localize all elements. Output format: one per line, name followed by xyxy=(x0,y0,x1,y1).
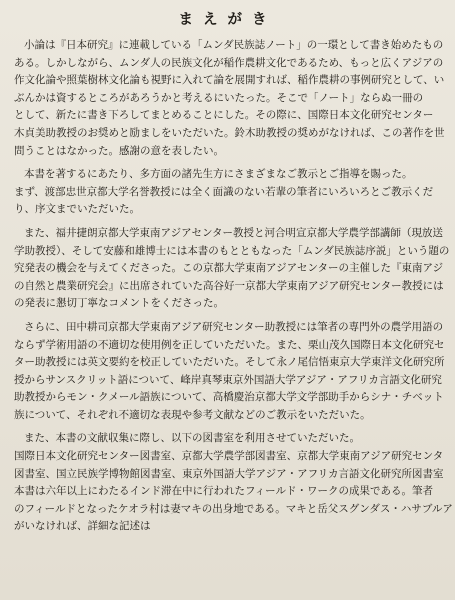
text-line: の発表に懇切丁寧なコメントをくださった。 xyxy=(14,297,224,310)
text-line: 学助教授）、そして安藤和雄博士には本書のもとともなった「ムンダ民族誌序説」という題の xyxy=(14,244,450,257)
text-line: 木貞美助教授のお奨めと励ましをいただいた。鈴木助教授の奨めがなければ、この著作を世 xyxy=(14,126,445,139)
paragraph xyxy=(14,430,455,536)
body-text xyxy=(14,37,455,542)
text-line: の自然と農業研究会』に出席されていた高谷好一京都大学東南アジア研究センター教授には xyxy=(14,279,444,292)
text-line: 本書を著するにあたり、多方面の諸先生方にさまざまなご教示とご指導を賜った。 xyxy=(24,168,413,181)
text-line: 作文化論や照葉樹林文化論も視野に入れて論を展開すれば、稲作農耕の事例研究として、い xyxy=(14,74,445,87)
text-line: さらに、田中耕司京都大学東南アジア研究センター助教授には筆者の専門外の農学用語の xyxy=(24,320,444,333)
text-line: 本書は六年以上にわたるインド滞在中に行われたフィールド・ワークの成果である。筆者 xyxy=(14,485,433,498)
text-line: また、本書の文献収集に際し、以下の図書室を利用させていただいた。 xyxy=(24,432,360,445)
text-line: として、新たに書き下ろしてまとめることにした。その際に、国際日本文化研究センター xyxy=(14,109,434,122)
text-line: り、序文までいただいた。 xyxy=(14,203,140,216)
text-line: がいなければ、詳細な記述は xyxy=(14,520,151,533)
text-line: 問うことはなかった。感謝の意を表したい。 xyxy=(14,144,224,157)
paragraph xyxy=(14,37,455,160)
text-line: また、福井捷朗京都大学東南アジアセンター教授と河合明宣京都大学農学部講師（現放送 xyxy=(24,226,444,239)
text-line: ならず学術用語の不適切な使用例を正していただいた。また、栗山茂久国際日本文化研究セ xyxy=(14,338,445,351)
text-line: 助教授からモン・クメール語族について、高橋慶治京都大学文学部助手からシナ・チベット xyxy=(14,391,444,404)
text-line: 国際日本文化研究センター図書室、京都大学農学部図書室、京都大学東南アジア研究センタ xyxy=(14,450,444,463)
text-line: 究発表の機会を与えてくださった。この京都大学東南アジアセンターの主催した『東南アジ xyxy=(14,262,444,275)
text-line: 小論は『日本研究』に連載している「ムンダ民族誌ノート」の一環として書き始めたもの xyxy=(24,39,444,51)
page-title: まえがき xyxy=(178,11,277,28)
paragraph xyxy=(14,225,455,313)
paragraph xyxy=(14,319,455,425)
text-line: 族について、それぞれ不適切な表現や参考文献などのご教示をいただいた。 xyxy=(14,408,371,421)
text-line: まず、渡部忠世京都大学名誉教授には全く面識のない若輩の筆者にいろいろとご教示くだ xyxy=(14,185,434,198)
text-line: ター助教授には英文要約を校正していただいた。そして永ノ尾信悟東京大学東洋文化研究所 xyxy=(14,356,445,369)
text-line: 図書室、国立民族学博物館図書室、東京外国語大学アジア・アフリカ言語文化研究所図書室 xyxy=(14,467,444,480)
text-line: ある。しかしながら、ムンダ人の民族文化が稲作農耕文化であるため、もっと広くアジアの xyxy=(14,56,444,69)
text-line: ぶんかは資するところがあろうかと考えるにいたった。そこで「ノート」ならぬ一冊の xyxy=(14,91,424,104)
text-line: 授からサンスクリット語について、峰岸真琴東京外国語大学アジア・アフリカ言語文化研究 xyxy=(14,373,442,386)
text-line: のフィールドとなったケオラ村は妻マキの出身地である。マキと岳父スグンダス・ハサブルア xyxy=(14,502,453,515)
paragraph xyxy=(14,166,455,219)
